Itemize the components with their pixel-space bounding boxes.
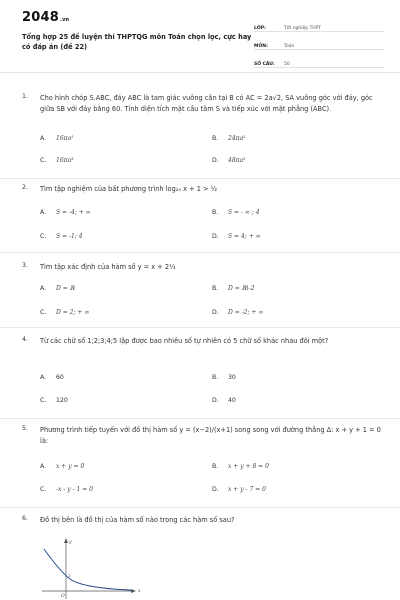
option-text: 48πa² [228, 157, 246, 164]
option-letter: A. [40, 209, 47, 216]
question-text: Cho hình chóp S.ABC, đáy ABC là tam giác vuông cân tại B có AC = 2a√2, SA vuông góc với đáy, góc giữa SB với đáy bằng 60. Tính diện tích mặt cầu tâm S và tiếp xúc với mặt phẳng (ABC). [40, 94, 373, 113]
option-d[interactable] [212, 157, 246, 164]
option-letter: B. [212, 374, 219, 381]
option-text: 24πa² [228, 135, 246, 142]
question-divider [0, 418, 400, 419]
question-text: Phương trình tiếp tuyến với đồ thị hàm số y = (x−2)/(x+1) song song với đường thẳng Δ: x + y + 1 = 0 là: [40, 426, 381, 445]
meta-label: MÔN: [254, 44, 268, 49]
meta-value: 50 [284, 62, 290, 67]
option-letter: B. [212, 209, 219, 216]
option-a[interactable] [40, 135, 74, 142]
option-letter: C. [40, 486, 47, 493]
option-text: S = -1; 4 [56, 233, 83, 240]
option-d[interactable] [212, 397, 236, 404]
option-text: 120 [56, 397, 68, 404]
option-letter: D. [212, 486, 219, 493]
option-b[interactable] [212, 374, 236, 381]
question-text: Đồ thị bên là đồ thị của hàm số nào trong các hàm số sau? [40, 516, 235, 524]
option-d[interactable] [212, 233, 261, 240]
option-c[interactable] [40, 397, 68, 404]
option-a[interactable] [40, 463, 84, 470]
header-divider [0, 72, 400, 73]
option-text: 16πa³ [56, 157, 74, 164]
option-letter: D. [212, 157, 219, 164]
option-text: x + y = 0 [56, 463, 85, 470]
question-text: Tìm tập xác định của hàm số y = x + 2⅓ [40, 263, 176, 271]
option-b[interactable] [212, 285, 255, 292]
question-5 [22, 425, 382, 493]
option-letter: D. [212, 397, 219, 404]
question-text: Từ các chữ số 1;2;3;4;5 lập được bao nhiêu số tự nhiên có 5 chữ số khác nhau đôi một? [40, 337, 329, 345]
option-letter: B. [212, 135, 219, 142]
option-b[interactable] [212, 135, 246, 142]
question-number: 5. [22, 425, 28, 432]
option-letter: C. [40, 233, 47, 240]
option-a[interactable] [40, 285, 75, 292]
question-6 [22, 515, 382, 526]
option-letter: C. [40, 397, 47, 404]
option-text: D = -2; + ∞ [228, 309, 264, 316]
option-text: 30 [228, 374, 236, 381]
graph-curve [44, 549, 132, 590]
function-graph [40, 535, 170, 600]
option-letter: B. [212, 463, 219, 470]
option-text: D = 2; + ∞ [56, 309, 90, 316]
question-divider [0, 178, 400, 179]
question-text: Tìm tập nghiệm của bất phương trình log₂₅ x + 1 > ½ [40, 185, 218, 193]
option-letter: C. [40, 157, 47, 164]
option-text: -x - y - 1 = 0 [56, 486, 93, 493]
option-text: S = - ∞ ; 4 [228, 209, 260, 216]
meta-value: Tốt nghiệp THPT [284, 26, 322, 31]
question-3 [22, 262, 382, 316]
tick-label: 1 [68, 573, 71, 578]
option-b[interactable] [212, 209, 260, 216]
meta-row-class [254, 16, 384, 32]
option-a[interactable] [40, 374, 64, 381]
option-text: 60 [56, 374, 64, 381]
origin-label: O [61, 594, 65, 599]
option-text: D = ℝ\-2 [228, 285, 255, 292]
x-axis-label: x [138, 589, 141, 594]
option-c[interactable] [40, 309, 89, 316]
question-2 [22, 184, 382, 240]
question-number: 6. [22, 515, 28, 522]
meta-info [254, 16, 384, 70]
option-text: x + y - 7 = 0 [228, 486, 266, 493]
option-letter: A. [40, 135, 47, 142]
y-axis-arrow [64, 538, 68, 543]
option-text: x + y + 8 = 0 [228, 463, 269, 470]
meta-row-count [254, 52, 384, 68]
meta-row-subject [254, 34, 384, 50]
question-4 [22, 336, 382, 404]
option-letter: A. [40, 463, 47, 470]
document-title: Tổng hợp 25 đề luyện thi THPTQG môn Toán chọn lọc, cực hay có đáp án (đề 22) [22, 33, 252, 51]
option-letter: B. [212, 285, 219, 292]
meta-label: LỚP: [254, 26, 266, 31]
option-letter: A. [40, 374, 47, 381]
option-b[interactable] [212, 463, 269, 470]
option-letter: D. [212, 233, 219, 240]
meta-value: Toán [284, 44, 295, 49]
option-text: S = -4; + ∞ [56, 209, 91, 216]
question-number: 4. [22, 336, 28, 343]
question-1 [22, 93, 382, 164]
option-text: S = 4; + ∞ [228, 233, 261, 240]
option-c[interactable] [40, 233, 83, 240]
y-axis-label: y [69, 540, 72, 545]
option-a[interactable] [40, 209, 91, 216]
site-logo[interactable] [22, 10, 69, 25]
meta-label: SỐ CÂU: [254, 62, 275, 67]
question-number: 1. [22, 93, 28, 100]
option-text: 16πa² [56, 135, 74, 142]
option-d[interactable] [212, 309, 263, 316]
option-c[interactable] [40, 486, 93, 493]
logo-suffix: .vn [59, 17, 70, 23]
option-letter: A. [40, 285, 47, 292]
question-number: 3. [22, 262, 28, 269]
option-text: D = ℝ [56, 285, 75, 292]
option-letter: C. [40, 309, 47, 316]
option-letter: D. [212, 309, 219, 316]
option-c[interactable] [40, 157, 74, 164]
option-d[interactable] [212, 486, 266, 493]
question-number: 2. [22, 184, 28, 191]
logo-text: 2048 [22, 10, 59, 25]
question-divider [0, 252, 400, 253]
option-text: 40 [228, 397, 236, 404]
question-divider [0, 507, 400, 508]
question-divider [0, 327, 400, 328]
